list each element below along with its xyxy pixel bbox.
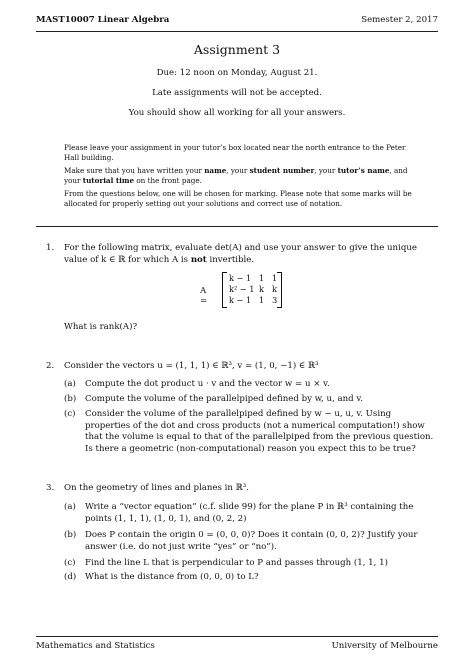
- part-label: (c): [64, 558, 76, 568]
- matrix-cell: 1: [259, 295, 265, 305]
- matrix-cell: k − 1: [229, 273, 252, 283]
- submission-notice: [64, 143, 414, 213]
- footer-rule: [36, 636, 438, 637]
- notice-paragraph-3: From the questions below, one will be chosen for marking. Please note that some marks will be allocated for properly setting out your solutions and correct use of notation.: [64, 189, 412, 208]
- question-number: 3.: [46, 483, 55, 493]
- notice-paragraph-2: Make sure that you have written your name, your student number, your tutor’s name, and your tutorial time on the front page.: [64, 166, 408, 185]
- assignment-title: Assignment 3: [193, 42, 281, 57]
- part-text: Consider the volume of the parallelpiped defined by w − u, u, v. Using properties of the dot and cross products (not a numerical computation!) show that the volume is equal to that of the parallelpiped from the previous question. Is there a geometric (non-computational) reason you expect this to be true?: [85, 409, 434, 454]
- part-text: Compute the dot product u · v and the vector w = u × v.: [85, 379, 330, 389]
- question-number: 2.: [46, 361, 55, 371]
- part-label: (b): [64, 530, 77, 540]
- matrix-cell: 3: [272, 295, 278, 305]
- matrix-cell: k² − 1: [229, 284, 255, 294]
- notice-rule: [36, 226, 438, 227]
- notice-paragraph-1: Please leave your assignment in your tutor’s box located near the north entrance to the Peter Hall building.: [64, 143, 406, 162]
- part-text: What is the distance from (0, 0, 0) to L?: [85, 572, 259, 582]
- matrix-cell: 1: [272, 273, 278, 283]
- question-text: On the geometry of lines and planes in ℝ³.: [64, 483, 249, 493]
- semester-label: Semester 2, 2017: [361, 15, 438, 25]
- due-date: Due: 12 noon on Monday, August 21.: [156, 68, 318, 78]
- university-label: University of Melbourne: [331, 641, 438, 651]
- question-number: 1.: [46, 243, 55, 253]
- question-text: Consider the vectors u = (1, 1, 1) ∈ ℝ³, v = (1, 0, −1) ∈ ℝ³: [64, 361, 319, 371]
- course-title: MAST10007 Linear Algebra: [36, 15, 170, 25]
- header-rule: [36, 31, 438, 32]
- matrix-cell: k: [272, 284, 277, 294]
- working-note: You should show all working for all your answers.: [128, 108, 346, 118]
- part-label: (a): [64, 379, 76, 389]
- matrix-bracket: [222, 272, 282, 308]
- part-label: (b): [64, 394, 77, 404]
- page-header: [36, 15, 438, 29]
- matrix-cell: k: [259, 284, 264, 294]
- matrix-cell: 1: [259, 273, 265, 283]
- rank-question: What is rank(A)?: [64, 322, 138, 332]
- matrix-cell: k − 1: [229, 295, 252, 305]
- question-text: For the following matrix, evaluate det(A) and use your answer to give the unique value of k ∈ ℝ for which A is not invertible.: [64, 243, 417, 265]
- part-label: (d): [64, 572, 77, 582]
- part-text: Write a “vector equation” (c.f. slide 99) for the plane P in ℝ³ containing the points (1, 1, 1), (1, 0, 1), and (0, 2, 2): [85, 502, 414, 524]
- department-label: Mathematics and Statistics: [36, 641, 155, 651]
- part-text: Does P contain the origin 0 = (0, 0, 0)? Does it contain (0, 0, 2)? Justify your answer (i.e. do not just write “yes” or “no”).: [85, 530, 418, 552]
- part-label: (a): [64, 502, 76, 512]
- part-text: Find the line L that is perpendicular to P and passes through (1, 1, 1): [85, 558, 388, 568]
- part-label: (c): [64, 409, 76, 419]
- late-policy: Late assignments will not be accepted.: [152, 88, 322, 98]
- matrix-lhs: A =: [200, 286, 208, 306]
- part-text: Compute the volume of the parallelpiped defined by w, u, and v.: [85, 394, 363, 404]
- page-footer: [36, 641, 438, 655]
